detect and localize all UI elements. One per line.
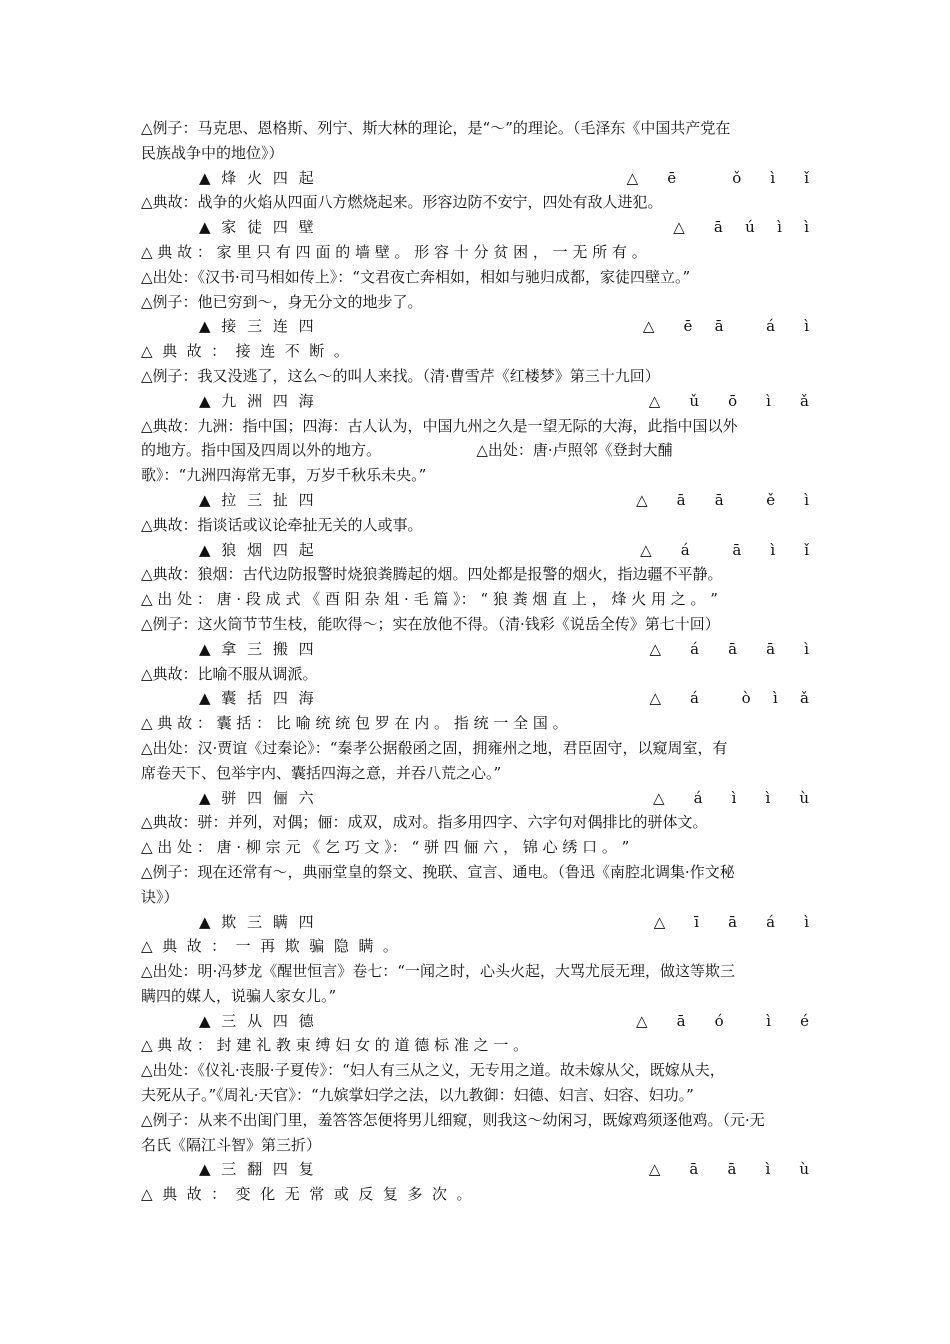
entry-heading bbox=[141, 1009, 811, 1034]
entry-text-line: △例子：这火筒节节生枝，能吹得～；实在放他不得。（清·钱彩《说岳全传》第七十回） bbox=[141, 614, 720, 633]
entry-title: ▲ 拿 三 搬 四 bbox=[199, 639, 317, 658]
entry-pinyin: △ á ā ā ì bbox=[649, 639, 811, 658]
entry-text-line: △例子：从来不出闺门里，羞答答怎便将男儿细窥，则我这～幼闲习，既嫁鸡须逐他鸡。（元·无 bbox=[141, 1110, 765, 1129]
entry-heading bbox=[141, 166, 811, 191]
entry-text-line: △出处：汉·贾谊《过秦论》：“秦孝公据殽函之固，拥雍州之地，君臣固守，以窥周室，有 bbox=[141, 738, 728, 757]
entry-text-line: △ 典 故 ： 一 再 欺 骗 隐 瞒 。 bbox=[141, 937, 398, 956]
entry-pinyin: △ á ì ì ù bbox=[652, 788, 811, 807]
entry-heading bbox=[141, 215, 811, 240]
entry-title: ▲ 拉 三 扯 四 bbox=[199, 490, 317, 509]
intro-line-1: △例子：马克思、恩格斯、列宁、斯大林的理论，是“～”的理论。（毛泽东《中国共产党在 bbox=[141, 119, 731, 137]
entry-pinyin: △ ā ó ì é bbox=[635, 1011, 811, 1030]
entry-heading bbox=[141, 389, 811, 414]
entry-text-line: 诀》） bbox=[141, 887, 179, 906]
entry-text-line: △例子：我又没逃了，这么～的叫人来找。（清·曹雪芹《红楼梦》第三十九回） bbox=[141, 366, 660, 385]
entry-heading bbox=[141, 488, 811, 513]
entry-heading bbox=[141, 910, 811, 935]
entry-text-line: △典故：战争的火焰从四面八方燃烧起来。形容边防不安宁，四处有敌人进犯。 bbox=[141, 193, 663, 212]
entry-pinyin: △ ē ǒ ì ǐ bbox=[626, 168, 811, 187]
entry-text-line: △ 典 故 ： 家 里 只 有 四 面 的 墙 壁 。 形 容 十 分 贫 困 ， 一 无 所 有 。 bbox=[141, 242, 647, 261]
entry-heading bbox=[141, 314, 811, 339]
entry-title: ▲ 欺 三 瞒 四 bbox=[199, 912, 317, 931]
entry-title: ▲ 三 从 四 德 bbox=[199, 1011, 317, 1030]
entry-heading bbox=[141, 538, 811, 563]
entry-pinyin: △ á ò ì ǎ bbox=[649, 689, 811, 708]
entry-title: ▲ 烽 火 四 起 bbox=[199, 168, 317, 187]
entry-text-line: 夫死从子。”《周礼·天官》：“九嫔掌妇学之法，以九教御：妇德、妇言、妇容、妇功。” bbox=[141, 1086, 694, 1105]
entry-title: ▲ 接 三 连 四 bbox=[199, 317, 317, 336]
entry-text-line: △出处：《仪礼·丧服·子夏传》：“妇人有三从之义，无专用之道。故未嫁从父，既嫁从夫， bbox=[141, 1061, 725, 1080]
entry-text-line: △例子：现在还常有～，典丽堂皇的祭文、挽联、宣言、通电。（鲁迅《南腔北调集·作文秘 bbox=[141, 862, 735, 881]
entry-text-line: △典故：指谈话或议论牵扯无关的人或事。 bbox=[141, 515, 423, 534]
entry-title: ▲ 九 洲 四 海 bbox=[199, 391, 317, 410]
intro-line-2: 民族战争中的地位》） bbox=[141, 143, 284, 162]
entry-text-line: △例子：他已穷到～，身无分文的地步了。 bbox=[141, 292, 423, 311]
entry-text-line: △典故：九洲：指中国；四海：古人认为，中国九州之久是一望无际的大海，此指中国以外 bbox=[141, 416, 738, 435]
entry-text-line: △典故：狼烟：古代边防报警时烧狼粪腾起的烟。四处都是报警的烟火，指边疆不平静。 bbox=[141, 565, 723, 584]
entry-pinyin: △ ā ā ì ù bbox=[648, 1160, 811, 1179]
entry-heading bbox=[141, 686, 811, 711]
entry-title: ▲ 三 翻 四 复 bbox=[199, 1160, 317, 1179]
entry-text-line: △ 典 故 ： 囊 括 ： 比 喻 统 统 包 罗 在 内 。 指 统 一 全 国 。 bbox=[141, 714, 568, 733]
document-page bbox=[141, 116, 811, 1207]
entry-text-line: △ 典 故 ： 接 连 不 断 。 bbox=[141, 342, 349, 361]
entry-pinyin: △ ǔ ō ì ǎ bbox=[648, 391, 811, 410]
entry-text-line: △出处：《汉书·司马相如传上》：“文君夜亡奔相如，相如与驰归成都，家徒四壁立。” bbox=[141, 267, 691, 286]
entry-heading bbox=[141, 1157, 811, 1182]
entry-pinyin: △ á ā ì ǐ bbox=[640, 540, 811, 559]
entry-text-line: △ 出 处 ： 唐 · 柳 宗 元 《 乞 巧 文 》： “ 骈 四 俪 六 ， 锦 心 绣 口 。 ” bbox=[141, 838, 630, 857]
entry-title: ▲ 囊 括 四 海 bbox=[199, 689, 317, 708]
entry-text-line: △ 典 故 ： 封 建 礼 教 束 缚 妇 女 的 道 德 标 准 之 一 。 bbox=[141, 1036, 529, 1055]
entry-text-line: △典故：比喻不服从调派。 bbox=[141, 664, 318, 683]
entry-pinyin: △ ē ā á ì bbox=[642, 317, 811, 336]
entry-text-line: 歌》：“九洲四海常无事，万岁千秋乐未央。” bbox=[141, 466, 427, 485]
idiom-entries bbox=[141, 166, 811, 1207]
entry-text-line: △ 典 故 ： 变 化 无 常 或 反 复 多 次 。 bbox=[141, 1185, 472, 1204]
entry-title: ▲ 家 徒 四 壁 bbox=[199, 218, 317, 237]
entry-heading bbox=[141, 786, 811, 811]
entry-title: ▲ 骈 四 俪 六 bbox=[199, 788, 317, 807]
entry-text-line: △ 出 处 ： 唐 · 段 成 式 《 酉 阳 杂 俎 · 毛 篇 》： “ 狼 粪 烟 直 上 ， 烽 火 用 之 。 ” bbox=[141, 590, 718, 609]
entry-text-line: 名氏《隔江斗智》第三折） bbox=[141, 1135, 322, 1154]
entry-pinyin: △ ī ā á ì bbox=[653, 912, 811, 931]
entry-pinyin: △ ā ú ì ì bbox=[673, 218, 811, 237]
entry-text-line: △典故：骈：并列，对偶；俪：成双，成对。指多用四字、六字句对偶排比的骈体文。 bbox=[141, 813, 708, 832]
entry-text-line: 瞒四的媒人，说骗人家女儿。” bbox=[141, 986, 337, 1005]
entry-text-line: 的地方。指中国及四周以外的地方。 △出处：唐·卢照邻《登封大酺 bbox=[141, 441, 673, 460]
entry-pinyin: △ ā ā ě ì bbox=[636, 490, 811, 509]
entry-text-line: 席卷天下、包举宇内、囊括四海之意，并吞八荒之心。” bbox=[141, 763, 502, 782]
entry-text-line: △出处：明·冯梦龙《醒世恒言》卷七：“一闻之时，心头火起，大骂尤辰无理，做这等欺三 bbox=[141, 962, 735, 981]
entry-heading bbox=[141, 637, 811, 662]
entry-title: ▲ 狼 烟 四 起 bbox=[199, 540, 317, 559]
